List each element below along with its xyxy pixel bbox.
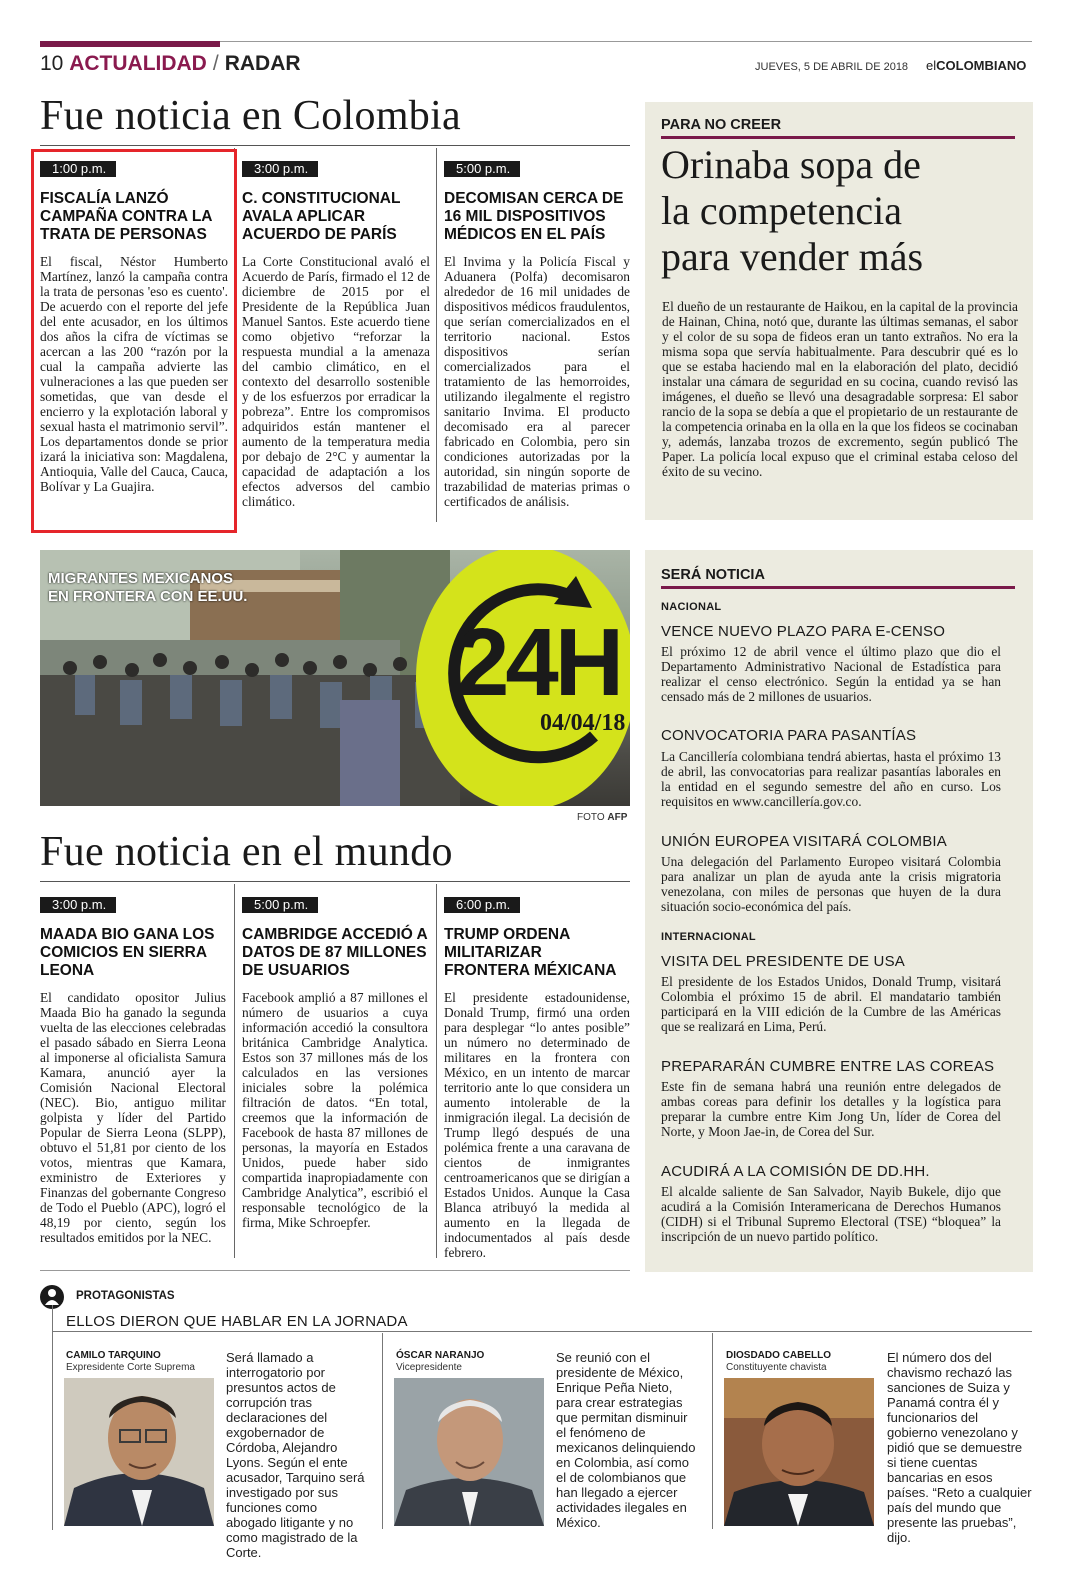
- protagonist-name: CAMILO TARQUINO: [66, 1350, 161, 1361]
- subsection-name: RADAR: [224, 52, 301, 75]
- photo-credit-source: AFP: [607, 812, 628, 823]
- forecast-body: La Cancillería colombiana tendrá abiertas, hasta el próximo 13 de abril, las convocatorias para realizar pasantías laborales en la entidad en el segundo semestre del año en curso. Los requisitos en www.cancillería.gov.co.: [661, 749, 1001, 809]
- forecast-headline: ACUDIRÁ A LA COMISIÓN DE DD.HH.: [661, 1163, 930, 1180]
- badge-text: 24H: [456, 609, 621, 716]
- mundo-bottom-rule: [40, 1270, 630, 1271]
- colombia-section-title: Fue noticia en Colombia: [40, 93, 461, 139]
- protagonist-name: DIOSDADO CABELLO: [726, 1350, 831, 1361]
- portrait-illustration: [394, 1378, 544, 1526]
- news-headline: DECOMISAN CERCA DE 16 MIL DISPOSITIVOS MÉDICOS EN EL PAÍS: [444, 190, 624, 243]
- news-body: El Invima y la Policía Fiscal y Aduanera (Polfa) decomisaron alrededor de 16 mil unidades de dispositivos médicos fraudulentos, que serían comercializados en el territorio nacional. Estos dispositivos serían comercializados para el tratamiento de las hemorroides, utilizando ilegalmente el registro sanitario Invima. El producto decomisado era al parecer fabricado en Colombia, pero sin condiciones autorizadas por la autoridad, sin ningún soporte de trazabilidad de materias primas o certificados de análisis.: [444, 254, 630, 509]
- forecast-headline: VISITA DEL PRESIDENTE DE USA: [661, 953, 905, 970]
- protagonist-divider: [712, 1333, 713, 1529]
- forecast-body: Este fin de semana habrá una reunión entre delegados de ambas coreas para definir los detalles y la logística para preparar la cumbre entre Kim Jong Un, líder de Corea del Norte, y Moon Jae-in, de Corea del Sur.: [661, 1079, 1001, 1139]
- protagonist-name: ÓSCAR NARANJO: [396, 1350, 485, 1361]
- forecast-headline: CONVOCATORIA PARA PASANTÍAS: [661, 727, 917, 744]
- panel-title-line: Orinaba sopa de: [661, 142, 921, 187]
- panel-kicker: SERÁ NOTICIA: [661, 567, 765, 583]
- section-separator: /: [212, 52, 219, 75]
- newspaper-logo: [926, 58, 1026, 73]
- mundo-item-3: [444, 896, 630, 1260]
- portrait-photo: [724, 1378, 874, 1526]
- news-body: La Corte Constitucional avaló el Acuerdo de París, firmado el 12 de diciembre de 2015 por el Presidente de la República Juan Manuel Santos. Este acuerdo tiene como objetivo “reforzar la respuesta mundial a la amenaza del cambio climático, en el contexto del desarrollo sostenible y de los esfuerzos por erradicar la pobreza”. Entre los compromisos adquiridos están mantener el aumento de la temperatura media por debajo de 2°C y aumentar la capacidad de adaptación a los efectos adversos del cambio climático.: [242, 254, 430, 509]
- forecast-body: El próximo 12 de abril vence el último plazo que dio el Departamento Administrativo Nacional de Estadística para realizar el censo electrónico. Según la entidad ya se han censado más de 2 millones de usuarios.: [661, 644, 1001, 704]
- protagonist-divider: [382, 1333, 383, 1529]
- news-headline: FISCALÍA LANZÓ CAMPAÑA CONTRA LA TRATA DE PERSONAS: [40, 190, 212, 243]
- nacional-label: NACIONAL: [661, 601, 722, 613]
- logo-main: COLOMBIANO: [936, 58, 1027, 73]
- page-number: 10: [40, 52, 64, 75]
- news-body: El presidente estadounidense, Donald Trump, firmó una orden para desplegar “lo antes posible” un número no determinado de militares en la frontera con México, en un intento de marcar territorio ante lo que considera un aumento intolerable de la inmigración ilegal. La decisión de Trump llegó después de una polémica frente a una caravana de cientos de inmigrantes centroamericanos que se dirigían a Estados Unidos. Aunque la Casa Blanca atribuyó la medida al aumento en la llegada de indocumentados al país desde febrero.: [444, 990, 630, 1260]
- protagonistas-left-rule: [52, 1305, 53, 1530]
- panel-kicker-rule: [661, 136, 1015, 139]
- panel-body: El dueño de un restaurante de Haikou, en la capital de la provincia de Hainan, China, notó que, durante las últimas semanas, el sabor y el color de su sopa de fideos eran un tanto extraños. No era la misma sopa que servía habitualmente. Para descubrir qué es lo que se estaba haciendo mal en la elaboración del plato, decidió instalar una cámara de seguridad en su cocina, cuando revisó las imágenes, el dueño se llevó una desagradable sorpresa: El sabor rancio de la sopa se debía a que el propietario de un restaurante de la competencia orinaba en la olla en la que los fideos se cocinaban y, además, lanzaba trozos de excremento, según publicó The Paper. La policía local expuso que el criminal estaba celoso del éxito de su vecino.: [662, 299, 1018, 479]
- column-divider: [436, 884, 437, 1258]
- colombia-item-2: [242, 160, 430, 509]
- protagonistas-rule: [52, 1331, 1032, 1332]
- portrait-illustration: [64, 1378, 214, 1526]
- mundo-title-rule: [40, 881, 630, 882]
- 24h-badge: [416, 550, 630, 806]
- highlight-box: [31, 149, 237, 533]
- panel-title-line: para vender más: [661, 234, 924, 279]
- forecast-body: Una delegación del Parlamento Europeo visitará Colombia para analizar un plan de ayuda ante la crisis migratoria venezolana, con miles de personas que huyen de la dura situación socio-económica del país.: [661, 854, 1001, 914]
- time-chip: 6:00 p.m.: [444, 897, 520, 913]
- portrait-illustration: [724, 1378, 874, 1526]
- internacional-label: INTERNACIONAL: [661, 931, 756, 943]
- photo-caption-line: MIGRANTES MEXICANOS: [48, 570, 234, 587]
- protagonist-text: El número dos del chavismo rechazó las sanciones de Suiza y Panamá contra él y funcionarios del gobierno venezolano y pidió que se demuestre si tiene cuentas bancarias en esos países. “Reto a cualquier país del mundo que presente las pruebas”, dijo.: [887, 1350, 1032, 1545]
- news-headline: CAMBRIDGE ACCEDIÓ A DATOS DE 87 MILLONES DE USUARIOS: [242, 926, 428, 979]
- panel-kicker: PARA NO CREER: [661, 117, 782, 133]
- panel-kicker-rule: [661, 586, 1015, 589]
- forecast-headline: PREPARARÁN CUMBRE ENTRE LAS COREAS: [661, 1058, 995, 1075]
- news-body: El fiscal, Néstor Humberto Martínez, lanzó la campaña contra la trata de personas 'eso es cuento'. De acuerdo con el reporte del jefe del ente acusador, en los últimos dos años la cifra de víctimas se acercan a las 200 “razón por la cual la campaña advierte las vulneraciones a las que pueden ser sometidas, que van desde el encierro y la explotación laboral y sexual hasta el matrimonio servil”. Los departamentos donde se prior izará la iniciativa son: Magdalena, Antioquia, Valle del Cauca, Cauca, Bolívar y La Guajira.: [40, 254, 228, 494]
- time-chip: 5:00 p.m.: [242, 897, 318, 913]
- photo-caption-line: EN FRONTERA CON EE.UU.: [48, 588, 248, 605]
- portrait-photo: [64, 1378, 214, 1526]
- section-name: ACTUALIDAD: [69, 52, 207, 75]
- protagonist-text: Será llamado a interrogatorio por presuntos actos de corrupción tras declaraciones del exgobernador de Córdoba, Alejandro Lyons. Según el ente acusador, Tarquino será investigado por sus funciones como abogado litigante y no como magistrado de la Corte.: [226, 1350, 365, 1560]
- news-body: Facebook amplió a 87 millones el número de usuarios a cuya información accedió la consultora británica Cambridge Analytica. Estos son 37 millones más de los calculados en las versiones iniciales sobre la polémica filtración de datos. “En total, creemos que la información de Facebook de hasta 87 millones de personas, la mayoría en Estados Unidos, puede haber sido compartida inapropiadamente con Cambridge Analytica”, escribió el responsable tecnológico de la firma, Mike Schroepfer.: [242, 990, 428, 1230]
- portrait-photo: [394, 1378, 544, 1526]
- protagonist-role: Vicepresidente: [396, 1362, 462, 1373]
- column-divider: [234, 884, 235, 1258]
- section-header: [40, 52, 301, 76]
- time-chip: 1:00 p.m.: [40, 161, 116, 177]
- news-body: El candidato opositor Julius Maada Bio ha ganado la segunda vuelta de las elecciones celebradas el pasado sábado en Sierra Leona al imponerse al oficialista Samura Kamara, anunció ayer la Comisión Nacional Electoral (NEC). Bio, antiguo militar golpista y líder del Partido Popular de Sierra Leona (SLPP), obtuvo el 51,81 por ciento de los votos, mientras que Kamara, exministro de Exteriores y Finanzas del gobernante Congreso de Todo el Pueblo (APC), logró el 48,19 por ciento, según los resultados emitidos por la NEC.: [40, 990, 226, 1245]
- time-chip: 5:00 p.m.: [444, 161, 520, 177]
- protagonist-text: Se reunió con el presidente de México, Enrique Peña Nieto, para crear estrategias que permitan disminuir el fenómeno de mexicanos delinquiendo en Colombia, así como el de colombianos que han llegado a ejercer actividades ilegales en México.: [556, 1350, 696, 1530]
- sera-noticia-panel: [645, 550, 1033, 1272]
- protagonistas-tag: PROTAGONISTAS: [76, 1290, 175, 1302]
- para-no-creer-panel: [645, 102, 1033, 520]
- forecast-body: El presidente de los Estados Unidos, Donald Trump, visitará Colombia el próximo 15 de abril. El mandatario también participará en la VIII edición de la Cumbre de las Américas que se realizará en Lima, Perú.: [661, 974, 1001, 1034]
- photo-credit: [577, 812, 627, 823]
- mundo-item-2: [242, 896, 428, 1230]
- photo-credit-label: FOTO: [577, 812, 605, 823]
- mundo-section-title: Fue noticia en el mundo: [40, 829, 453, 875]
- news-headline: TRUMP ORDENA MILITARIZAR FRONTERA MÉXICANA: [444, 926, 617, 979]
- protagonist-role: Constituyente chavista: [726, 1362, 827, 1373]
- time-chip: 3:00 p.m.: [40, 897, 116, 913]
- logo-prefix: el: [926, 58, 937, 73]
- protagonistas-heading: ELLOS DIERON QUE HABLAR EN LA JORNADA: [66, 1313, 408, 1330]
- forecast-headline: UNIÓN EUROPEA VISITARÁ COLOMBIA: [661, 833, 947, 850]
- colombia-title-rule: [40, 145, 630, 146]
- badge-date: 04/04/18: [540, 710, 626, 736]
- news-headline: C. CONSTITUCIONAL AVALA APLICAR ACUERDO DE PARÍS: [242, 190, 401, 243]
- forecast-body: El alcalde saliente de San Salvador, Nayib Bukele, dijo que acudirá a la Comisión Interamericana de Derechos Humanos (CIDH) si el Tribunal Supremo Electoral (TSE) “bloquea” la inscripción de un nuevo partido político.: [661, 1184, 1001, 1244]
- forecast-headline: VENCE NUEVO PLAZO PARA E-CENSO: [661, 623, 946, 640]
- news-headline: MAADA BIO GANA LOS COMICIOS EN SIERRA LEONA: [40, 926, 215, 979]
- edition-date: JUEVES, 5 DE ABRIL DE 2018: [755, 61, 909, 73]
- photo-caption: [48, 570, 247, 606]
- panel-title-line: la competencia: [661, 188, 902, 233]
- protagonist-role: Expresidente Corte Suprema: [66, 1362, 195, 1373]
- column-divider: [436, 148, 437, 522]
- time-chip: 3:00 p.m.: [242, 161, 318, 177]
- mundo-item-1: [40, 896, 226, 1245]
- migrants-photo: [40, 550, 630, 806]
- panel-title: [661, 142, 1021, 280]
- header-accent-bar: [40, 41, 220, 47]
- colombia-item-3: [444, 160, 630, 509]
